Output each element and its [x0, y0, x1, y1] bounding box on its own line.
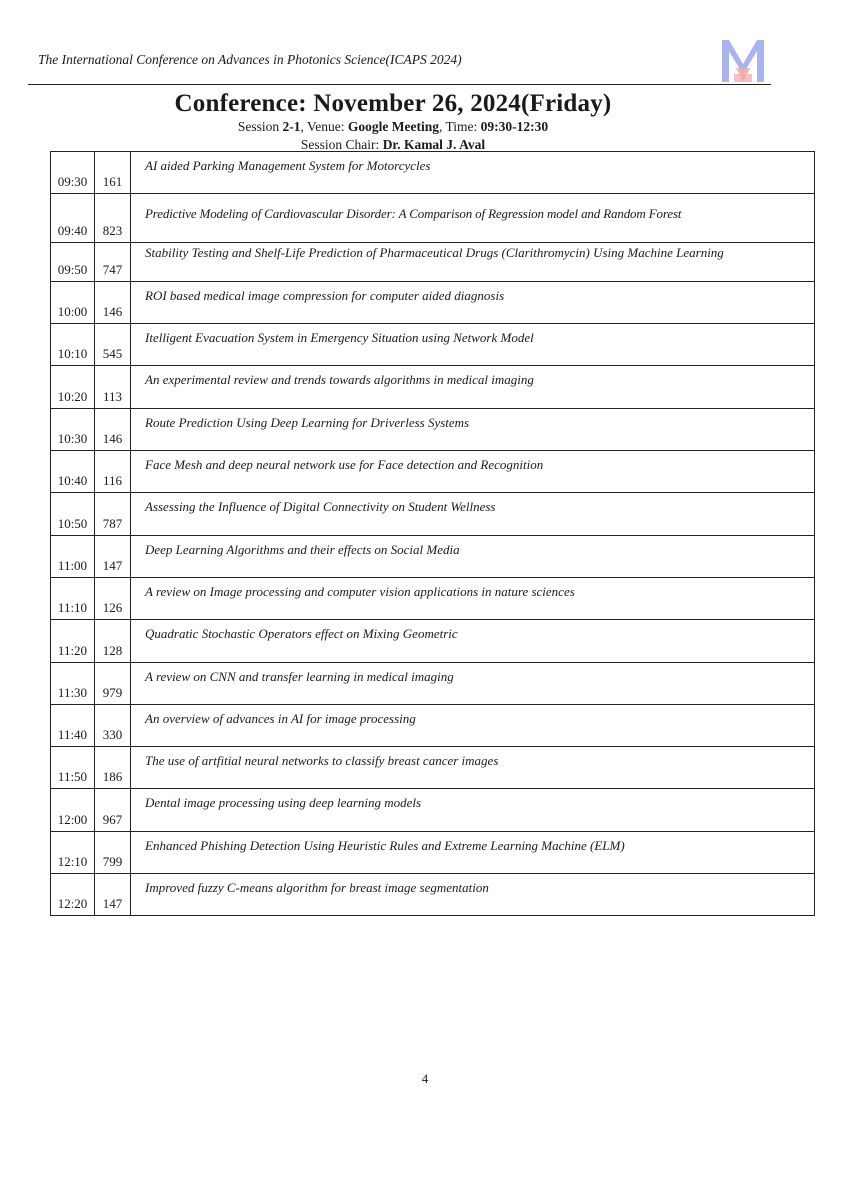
paper-id: 330: [95, 704, 131, 746]
table-row: [51, 281, 815, 323]
table-row: [51, 366, 815, 408]
talk-title: Dental image processing using deep learning models: [131, 789, 815, 831]
talk-title: ROI based medical image compression for computer aided diagnosis: [131, 281, 815, 323]
talk-title: Stability Testing and Shelf-Life Prediction of Pharmaceutical Drugs (Clarithromycin) Using Machine Learning: [131, 242, 815, 281]
talk-title: A review on Image processing and computer vision applications in nature sciences: [131, 577, 815, 619]
talk-title: Improved fuzzy C-means algorithm for breast image segmentation: [131, 874, 815, 916]
talk-title: Itelligent Evacuation System in Emergency Situation using Network Model: [131, 324, 815, 366]
paper-id: 146: [95, 281, 131, 323]
table-row: [51, 242, 815, 281]
session-info: [0, 119, 786, 135]
talk-title: An experimental review and trends towards algorithms in medical imaging: [131, 366, 815, 408]
paper-id: 147: [95, 535, 131, 577]
talk-time: 09:30: [51, 152, 95, 194]
talk-title: Face Mesh and deep neural network use for Face detection and Recognition: [131, 451, 815, 493]
paper-id: 979: [95, 662, 131, 704]
table-row: [51, 620, 815, 662]
talk-time: 10:50: [51, 493, 95, 535]
paper-id: 186: [95, 747, 131, 789]
paper-id: 161: [95, 152, 131, 194]
chair-label: Session Chair:: [300, 137, 383, 152]
table-row: [51, 662, 815, 704]
talk-time: 10:40: [51, 451, 95, 493]
talk-time: 10:00: [51, 281, 95, 323]
talk-schedule-table: [50, 151, 815, 916]
talk-time: 11:40: [51, 704, 95, 746]
table-row: [51, 831, 815, 873]
table-row: [51, 451, 815, 493]
table-row: [51, 194, 815, 242]
paper-id: 545: [95, 324, 131, 366]
talk-time: 11:20: [51, 620, 95, 662]
table-row: [51, 535, 815, 577]
chair-name: Dr. Kamal J. Aval: [382, 137, 486, 152]
table-row: [51, 152, 815, 194]
conference-logo-icon: [720, 38, 766, 84]
table-row: [51, 789, 815, 831]
talk-time: 09:40: [51, 194, 95, 242]
paper-id: 747: [95, 242, 131, 281]
table-row: [51, 324, 815, 366]
talk-title: AI aided Parking Management System for Motorcycles: [131, 152, 815, 194]
table-row: [51, 874, 815, 916]
talk-title: A review on CNN and transfer learning in medical imaging: [131, 662, 815, 704]
paper-id: 787: [95, 493, 131, 535]
table-row: [51, 493, 815, 535]
venue-label: , Venue:: [300, 119, 348, 134]
paper-id: 126: [95, 577, 131, 619]
talk-time: 09:50: [51, 242, 95, 281]
talk-title: An overview of advances in AI for image processing: [131, 704, 815, 746]
talk-time: 11:00: [51, 535, 95, 577]
paper-id: 128: [95, 620, 131, 662]
talk-title: Deep Learning Algorithms and their effects on Social Media: [131, 535, 815, 577]
session-number: 2-1: [282, 119, 301, 134]
paper-id: 967: [95, 789, 131, 831]
paper-id: 113: [95, 366, 131, 408]
time-label: , Time:: [438, 119, 481, 134]
page-title: Conference: November 26, 2024(Friday): [174, 90, 612, 117]
table-row: [51, 408, 815, 450]
talk-time: 10:10: [51, 324, 95, 366]
talk-title: Predictive Modeling of Cardiovascular Disorder: A Comparison of Regression model and Random Forest: [131, 194, 815, 242]
paper-id: 146: [95, 408, 131, 450]
talk-title: Enhanced Phishing Detection Using Heuristic Rules and Extreme Learning Machine (ELM): [131, 831, 815, 873]
table-row: [51, 747, 815, 789]
table-row: [51, 704, 815, 746]
page-number: 4: [421, 1071, 429, 1086]
paper-id: 116: [95, 451, 131, 493]
session-venue: Google Meeting: [347, 119, 439, 134]
talk-title: The use of artfitial neural networks to classify breast cancer images: [131, 747, 815, 789]
talk-title: Assessing the Influence of Digital Connectivity on Student Wellness: [131, 493, 815, 535]
talk-time: 12:10: [51, 831, 95, 873]
talk-time: 10:20: [51, 366, 95, 408]
session-time: 09:30-12:30: [480, 119, 549, 134]
talk-time: 11:50: [51, 747, 95, 789]
talk-time: 11:10: [51, 577, 95, 619]
header-rule: [28, 84, 771, 85]
paper-id: 147: [95, 874, 131, 916]
talk-time: 11:30: [51, 662, 95, 704]
talk-time: 12:20: [51, 874, 95, 916]
session-prefix: Session: [237, 119, 283, 134]
paper-id: 799: [95, 831, 131, 873]
paper-id: 823: [95, 194, 131, 242]
talk-time: 10:30: [51, 408, 95, 450]
talk-title: Route Prediction Using Deep Learning for Driverless Systems: [131, 408, 815, 450]
table-row: [51, 577, 815, 619]
running-header-title: The International Conference on Advances in Photonics Science(ICAPS 2024): [38, 52, 462, 67]
talk-time: 12:00: [51, 789, 95, 831]
talk-title: Quadratic Stochastic Operators effect on Mixing Geometric: [131, 620, 815, 662]
